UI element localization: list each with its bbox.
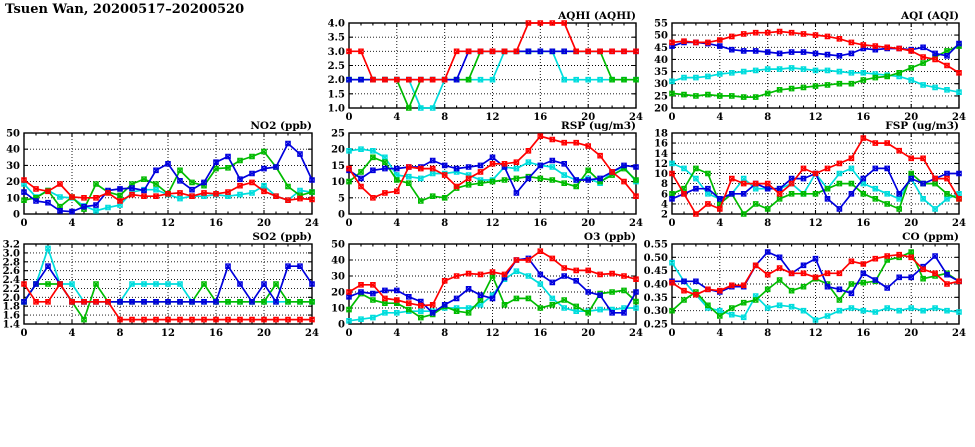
y-tick-label: 0.25 [643, 319, 668, 331]
x-tick-label: 16 [533, 112, 548, 123]
x-tick-label: 16 [856, 328, 871, 339]
y-tick-label: 30 [6, 160, 20, 172]
y-tick-label: 8 [661, 179, 668, 191]
x-tick-label: 12 [485, 218, 500, 229]
y-tick-label: 45 [654, 42, 668, 54]
y-tick-label: 16 [654, 138, 668, 150]
y-tick-label: 0.30 [643, 306, 668, 318]
x-tick-label: 8 [764, 112, 772, 123]
x-tick-label: 8 [441, 112, 449, 123]
x-tick-label: 12 [808, 218, 823, 229]
co-chart [644, 231, 966, 339]
x-tick-label: 8 [764, 328, 772, 339]
y-tick-label: 0.35 [643, 292, 668, 304]
x-tick-label: 12 [485, 328, 500, 339]
so2-chart [3, 231, 319, 339]
x-tick-label: 8 [441, 218, 449, 229]
rsp-chart [331, 120, 643, 229]
y-tick-label: 40 [6, 144, 20, 156]
chart-title: AQI (AQI) [900, 10, 959, 22]
y-tick-label: 50 [654, 30, 668, 42]
y-tick-label: 25 [654, 91, 668, 103]
x-tick-label: 20 [904, 218, 919, 229]
y-tick-label: 0.55 [643, 239, 668, 251]
x-tick-label: 8 [116, 328, 124, 339]
chart-title: O3 (ppb) [583, 231, 636, 243]
page-title: Tsuen Wan, 20200517–20200520 [5, 2, 245, 17]
y-tick-label: 15 [331, 160, 345, 172]
y-tick-label: 3.0 [2, 248, 20, 260]
x-tick-label: 24 [629, 112, 643, 123]
y-tick-label: 3.2 [2, 239, 20, 251]
x-tick-label: 20 [904, 328, 919, 339]
x-tick-label: 4 [393, 328, 401, 339]
x-tick-label: 20 [904, 112, 919, 123]
y-tick-label: 1.6 [2, 310, 20, 322]
x-tick-label: 16 [856, 112, 871, 123]
y-tick-label: 20 [6, 177, 20, 189]
x-tick-label: 0 [345, 328, 353, 339]
x-tick-label: 4 [716, 328, 724, 339]
y-tick-label: 3.0 [327, 46, 345, 58]
x-tick-label: 20 [581, 112, 596, 123]
aqhi-chart [328, 10, 643, 123]
y-tick-label: 10 [331, 177, 345, 189]
y-tick-label: 2.2 [2, 283, 20, 295]
y-tick-label: 4 [661, 199, 668, 211]
x-tick-label: 16 [856, 218, 871, 229]
x-tick-label: 24 [629, 328, 643, 339]
aqi-chart [654, 10, 966, 123]
y-tick-label: 18 [654, 128, 668, 140]
x-tick-label: 4 [393, 112, 401, 123]
series-red-markers [670, 136, 961, 216]
x-tick-label: 12 [808, 328, 823, 339]
x-tick-label: 0 [668, 112, 676, 123]
x-tick-label: 24 [952, 218, 966, 229]
y-tick-label: 20 [331, 287, 345, 299]
x-tick-label: 0 [20, 218, 28, 229]
x-tick-label: 8 [441, 328, 449, 339]
x-tick-label: 20 [581, 218, 596, 229]
y-tick-label: 20 [331, 144, 345, 156]
fsp-chart [654, 120, 966, 229]
x-tick-label: 8 [764, 218, 772, 229]
y-tick-label: 35 [654, 67, 668, 79]
y-tick-label: 20 [654, 103, 668, 115]
x-tick-label: 24 [952, 112, 966, 123]
x-tick-label: 12 [161, 328, 175, 339]
x-tick-label: 0 [345, 218, 353, 229]
y-tick-label: 2.4 [2, 275, 20, 287]
x-tick-label: 12 [485, 112, 500, 123]
x-tick-label: 20 [257, 328, 271, 339]
x-tick-label: 0 [668, 328, 676, 339]
y-tick-label: 0 [338, 209, 345, 221]
x-tick-label: 24 [305, 218, 319, 229]
x-tick-label: 16 [209, 328, 223, 339]
x-tick-label: 16 [209, 218, 223, 229]
chart-title: SO2 (ppb) [252, 231, 312, 243]
x-tick-label: 0 [345, 112, 353, 123]
chart-title: NO2 (ppb) [250, 120, 312, 132]
x-tick-label: 0 [668, 218, 676, 229]
y-tick-label: 0.40 [643, 279, 668, 291]
y-tick-label: 0 [13, 209, 20, 221]
o3-chart [331, 231, 643, 339]
chart-title: FSP (ug/m3) [885, 120, 959, 132]
chart-title: RSP (ug/m3) [560, 120, 636, 132]
y-tick-label: 55 [654, 18, 668, 30]
x-tick-label: 24 [952, 328, 966, 339]
y-tick-label: 1.4 [2, 319, 20, 331]
y-tick-label: 3.5 [327, 32, 345, 44]
y-tick-label: 30 [331, 271, 345, 283]
y-tick-label: 14 [654, 148, 668, 160]
x-tick-label: 4 [716, 218, 724, 229]
y-tick-label: 2.0 [2, 292, 20, 304]
y-tick-label: 6 [661, 189, 668, 201]
x-tick-label: 0 [20, 328, 28, 339]
x-tick-label: 20 [581, 328, 596, 339]
y-tick-label: 50 [331, 239, 345, 251]
x-tick-label: 4 [393, 218, 401, 229]
y-tick-label: 12 [654, 158, 668, 170]
y-tick-label: 25 [331, 128, 345, 140]
y-tick-label: 10 [6, 193, 20, 205]
y-tick-label: 10 [654, 169, 668, 180]
y-tick-label: 2.6 [2, 266, 20, 278]
y-tick-label: 5 [338, 193, 345, 205]
chart-title: AQHI (AQHI) [558, 10, 636, 22]
y-tick-label: 0.45 [643, 266, 668, 278]
y-tick-label: 10 [331, 303, 345, 315]
chart-title: CO (ppm) [902, 231, 959, 243]
y-tick-label: 2.8 [2, 257, 20, 269]
y-tick-label: 2.0 [327, 75, 345, 87]
x-tick-label: 24 [629, 218, 643, 229]
y-tick-label: 30 [654, 79, 668, 91]
x-tick-label: 4 [716, 112, 724, 123]
y-tick-label: 1.0 [327, 103, 345, 115]
x-tick-label: 8 [116, 218, 124, 229]
x-tick-label: 20 [257, 218, 271, 229]
x-tick-label: 12 [808, 112, 823, 123]
x-tick-label: 24 [305, 328, 319, 339]
no2-chart [6, 120, 319, 229]
y-tick-label: 0 [338, 319, 345, 331]
x-tick-label: 4 [68, 218, 76, 229]
x-tick-label: 16 [533, 328, 548, 339]
y-tick-label: 4.0 [327, 18, 345, 30]
x-tick-label: 16 [533, 218, 548, 229]
y-tick-label: 1.8 [2, 301, 20, 313]
y-tick-label: 50 [6, 128, 20, 140]
x-tick-label: 12 [161, 218, 175, 229]
y-tick-label: 2 [661, 209, 668, 221]
y-tick-label: 40 [331, 255, 345, 267]
y-tick-label: 1.5 [327, 89, 345, 101]
y-tick-label: 2.5 [327, 61, 345, 72]
y-tick-label: 40 [654, 54, 668, 66]
y-tick-label: 0.50 [643, 252, 668, 264]
x-tick-label: 4 [68, 328, 76, 339]
